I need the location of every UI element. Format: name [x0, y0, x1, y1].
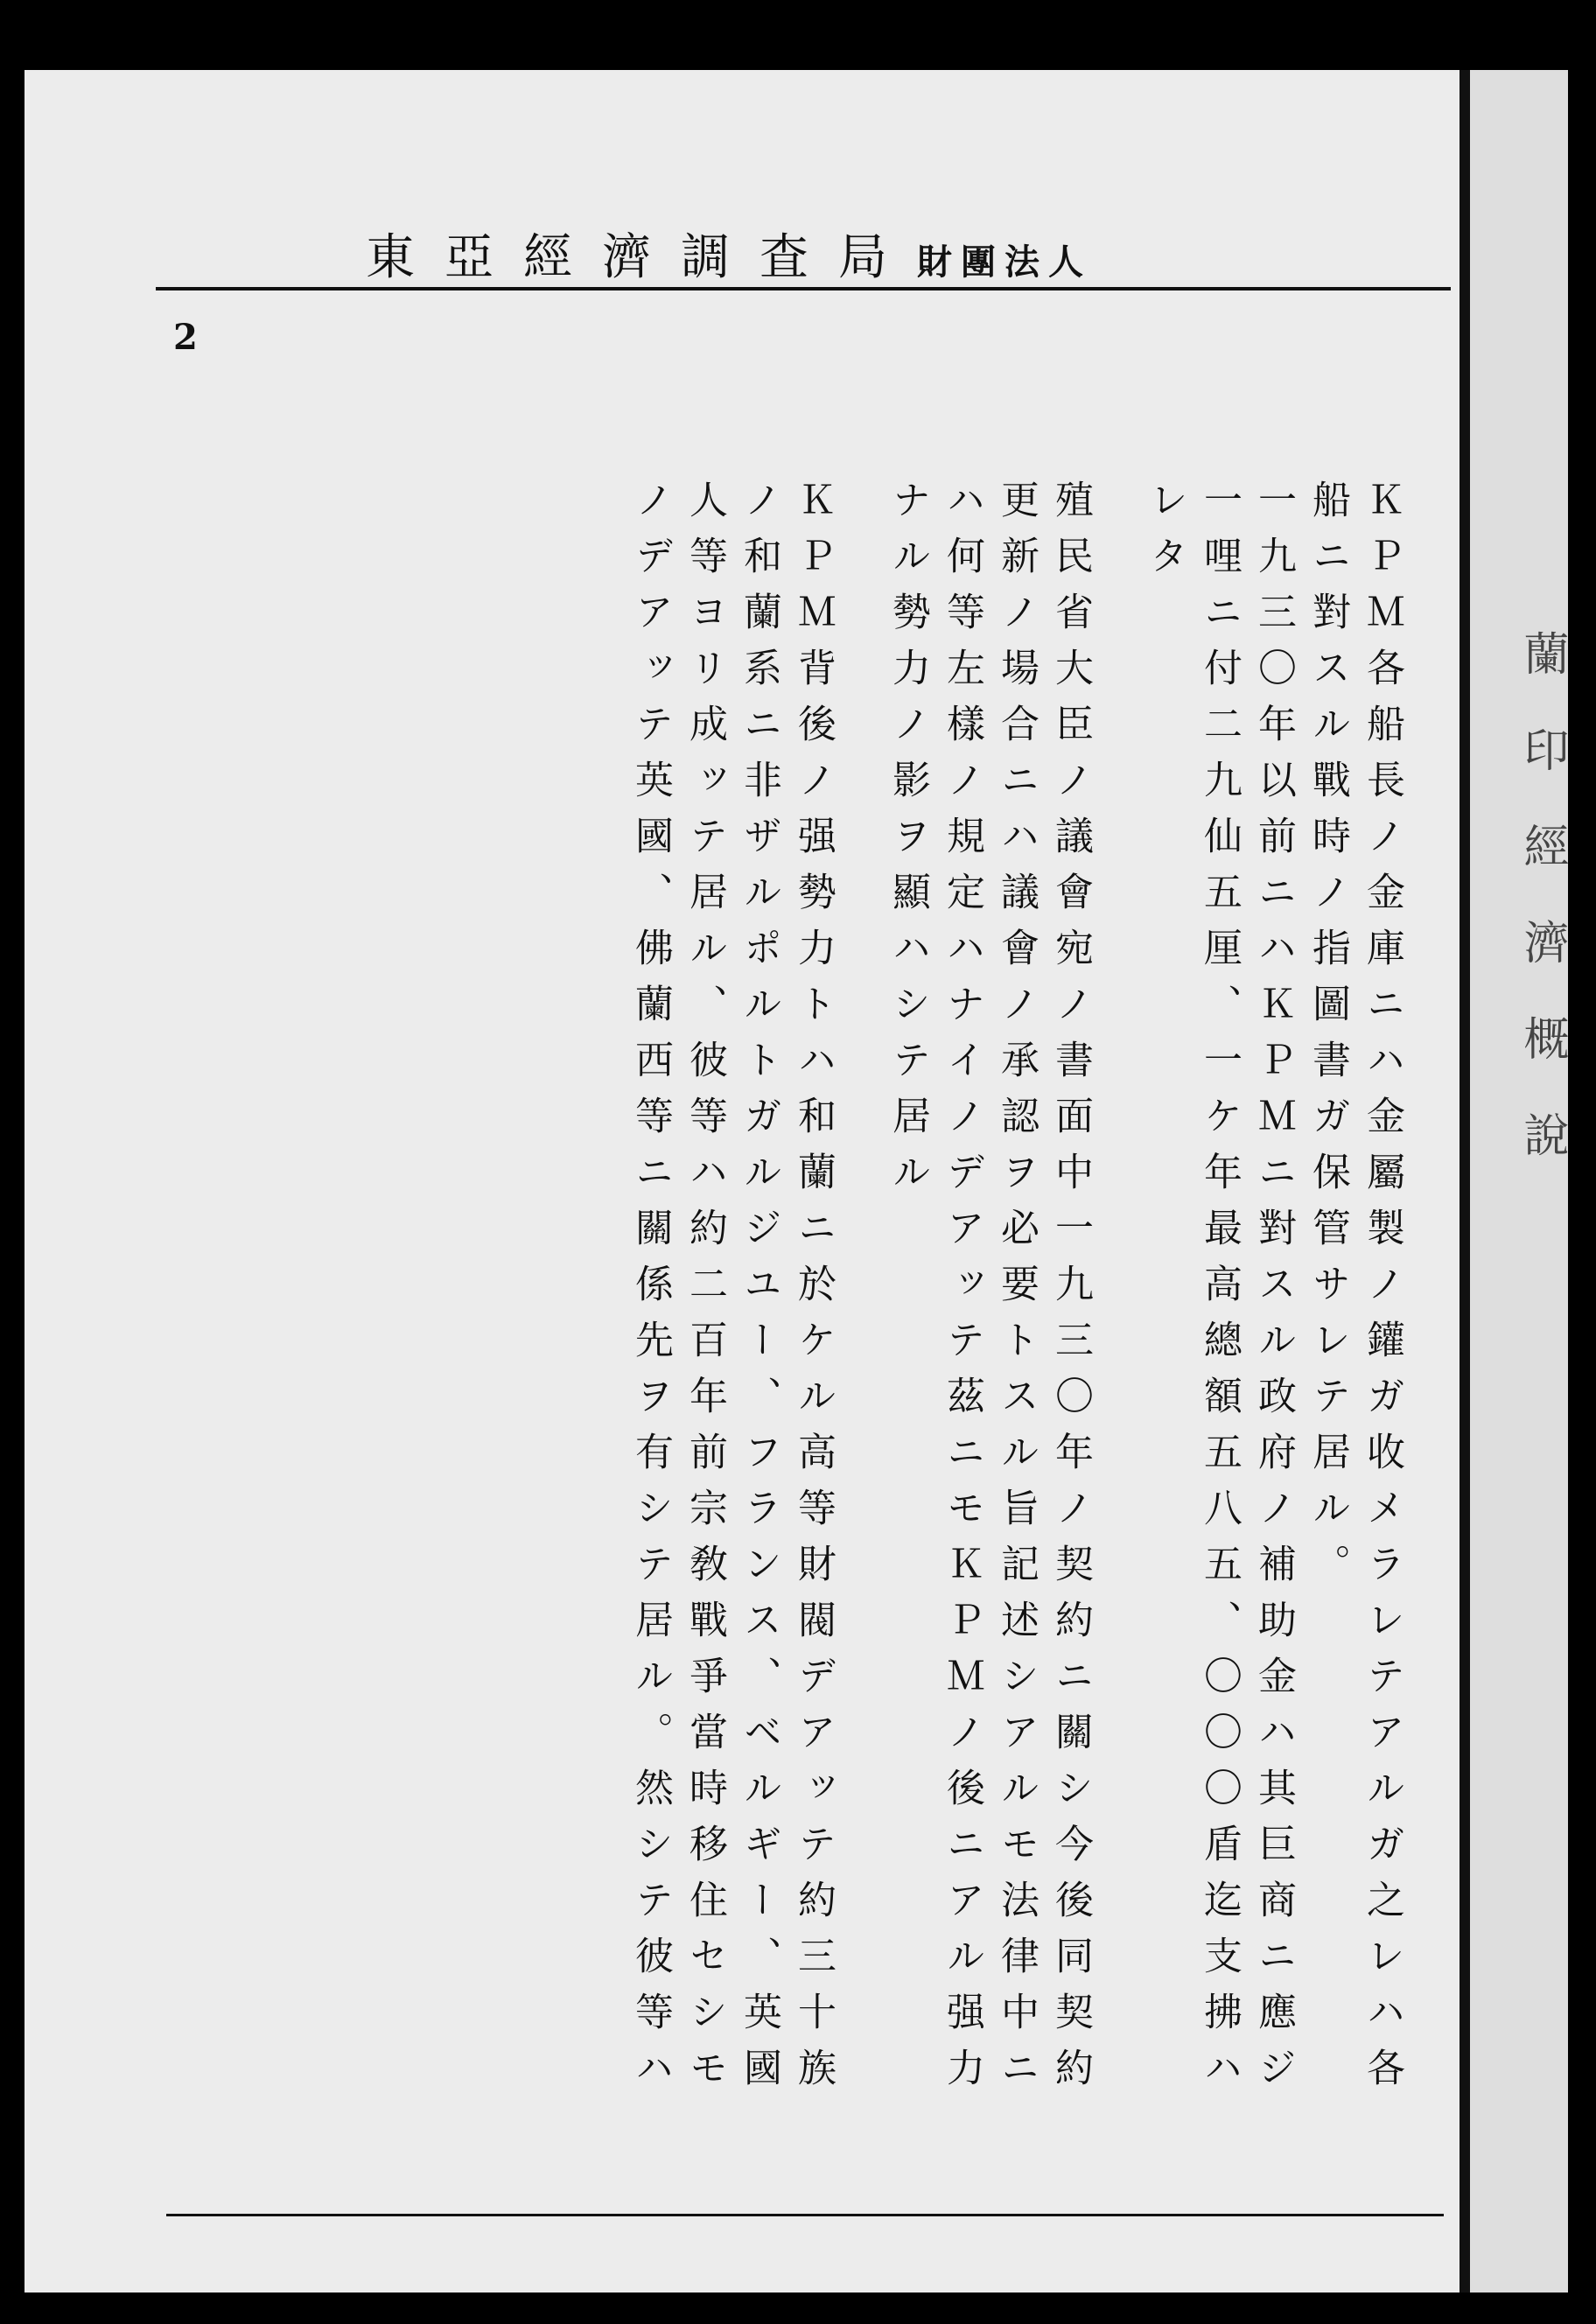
text-line: 人等ヨリ成ッテ居ル、彼等ハ約二百年前宗敎戰爭當時移住セシモ: [682, 480, 727, 2104]
side-strip-text: 蘭印經濟概說: [1516, 630, 1568, 1208]
header-rule: [156, 287, 1451, 290]
text-line: 殖民省大臣ノ議會宛ノ書面中一九三〇年ノ契約ニ關シ今後同契約: [1048, 480, 1093, 2104]
paragraph: [1300, 480, 1409, 2107]
text-line: ＫＰＭ各船長ノ金庫ニハ金屬製ノ鑵ガ收メラレテアルガ之レハ各: [1360, 480, 1404, 2104]
text-line: 船ニ對スル戰時ノ指圖書ガ保管サレテ居ル。: [1306, 480, 1350, 1600]
text-line: ＫＰＭ背後ノ强勢力トハ和蘭ニ於ケル高等財閥デアッテ約三十族: [791, 480, 836, 2104]
paragraph: [880, 480, 1097, 2107]
bureau-name: 東亞經濟調査局: [366, 229, 917, 286]
text-line: ナル勢力ノ影ヲ顯ハシテ居ル: [886, 480, 930, 1208]
paragraph: [623, 480, 840, 2107]
book-spine: [1460, 70, 1470, 2292]
text-line: 一九三〇年以前ニハＫＰＭニ對スル政府ノ補助金ハ其巨商ニ應ジ: [1251, 480, 1296, 2104]
footer-rule: [166, 2214, 1444, 2216]
organization-type: 財團法人: [917, 242, 1092, 283]
text-line: ノデアッテ英國、佛蘭西等ニ關係先ヲ有シテ居ル。然シテ彼等ハ: [628, 480, 673, 2104]
text-line: 一哩ニ付二九仙五厘、一ケ年最高總額五八五、〇〇〇盾迄支拂ハ: [1197, 480, 1242, 2104]
paragraph: [1138, 480, 1300, 2107]
text-line: ノ和蘭系ニ非ザルポルトガルジユー、フランス、ベルギー、英國: [737, 480, 781, 2104]
running-header: [0, 219, 1129, 289]
body-text: [166, 480, 1409, 2107]
text-line: 更新ノ場合ニハ議會ノ承認ヲ必要トスル旨記述シアルモ法律中ニ: [994, 480, 1039, 2104]
page-number: 2: [173, 317, 198, 358]
text-line: レタ: [1143, 480, 1187, 592]
text-line: ハ何等左樣ノ規定ハナイノデアッテ茲ニモＫＰＭノ後ニアル强力: [940, 480, 984, 2104]
